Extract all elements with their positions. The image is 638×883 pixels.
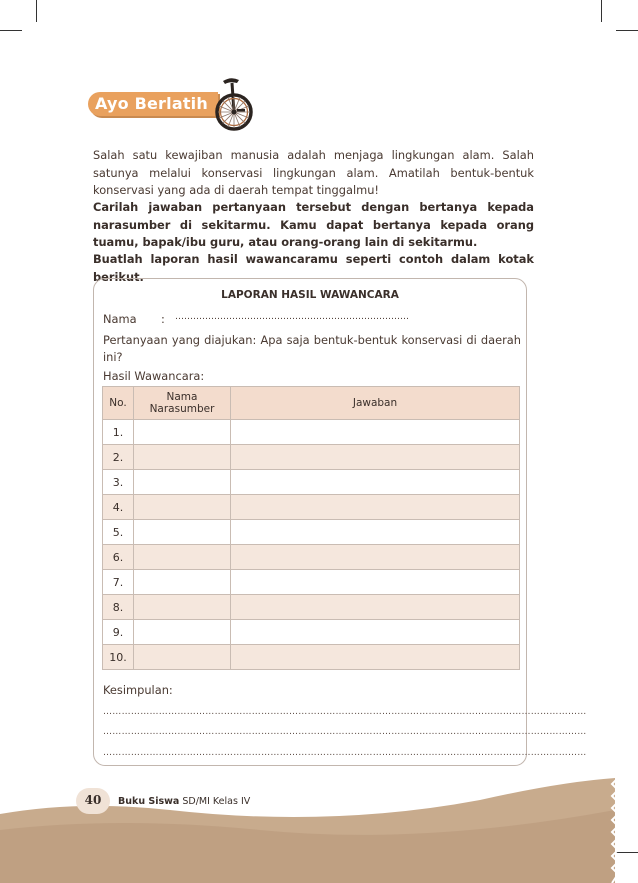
book-title-bold: Buku Siswa bbox=[118, 796, 180, 807]
narasumber-cell[interactable] bbox=[134, 420, 231, 445]
table-row bbox=[103, 645, 520, 670]
table-row bbox=[103, 545, 520, 570]
narasumber-cell[interactable] bbox=[134, 520, 231, 545]
row-number: 5. bbox=[103, 520, 134, 545]
instruction-paragraph: Carilah jawaban pertanyaan tersebut dengan bertanya kepada narasumber di sekitarmu. Kamu dapat bertanya kepada orang tuamu, bapak/ibu guru, atau orang-orang lain di sekitarmu. bbox=[93, 200, 534, 249]
row-number: 3. bbox=[103, 470, 134, 495]
conclusion-line[interactable]: ………………………………………………………………………………………………………………………………………… bbox=[103, 727, 587, 737]
jawaban-cell[interactable] bbox=[231, 570, 520, 595]
page-number: 40 bbox=[84, 793, 102, 807]
table-row bbox=[103, 570, 520, 595]
narasumber-cell[interactable] bbox=[134, 445, 231, 470]
jawaban-cell[interactable] bbox=[231, 495, 520, 520]
row-number: 4. bbox=[103, 495, 134, 520]
interview-table bbox=[102, 386, 520, 670]
table-row bbox=[103, 620, 520, 645]
footer-wave bbox=[0, 770, 638, 883]
table-row bbox=[103, 520, 520, 545]
table-row bbox=[103, 495, 520, 520]
narasumber-cell[interactable] bbox=[134, 595, 231, 620]
row-number: 6. bbox=[103, 545, 134, 570]
table-row bbox=[103, 470, 520, 495]
book-title bbox=[118, 796, 250, 807]
crop-mark bbox=[36, 0, 37, 22]
table-row bbox=[103, 445, 520, 470]
narasumber-cell[interactable] bbox=[134, 545, 231, 570]
jawaban-cell[interactable] bbox=[231, 620, 520, 645]
row-number: 1. bbox=[103, 420, 134, 445]
jawaban-cell[interactable] bbox=[231, 520, 520, 545]
header-narasumber: Nama Narasumber bbox=[134, 387, 231, 420]
narasumber-cell[interactable] bbox=[134, 495, 231, 520]
jawaban-cell[interactable] bbox=[231, 645, 520, 670]
header-jawaban: Jawaban bbox=[231, 387, 520, 420]
book-title-rest: SD/MI Kelas IV bbox=[179, 796, 251, 807]
row-number: 10. bbox=[103, 645, 134, 670]
row-number: 8. bbox=[103, 595, 134, 620]
intro-paragraph: Salah satu kewajiban manusia adalah menjaga lingkungan alam. Salah satunya melalui konservasi lingkungan alam. Amatilah bentuk-bentuk konservasi yang ada di daerah tempat tinggalmu! bbox=[93, 148, 534, 197]
conclusion-line[interactable]: ………………………………………………………………………………………………………………………………………… bbox=[103, 707, 587, 717]
narasumber-cell[interactable] bbox=[134, 570, 231, 595]
report-title: LAPORAN HASIL WAWANCARA bbox=[221, 289, 399, 301]
jawaban-cell[interactable] bbox=[231, 470, 520, 495]
table-row bbox=[103, 595, 520, 620]
result-label: Hasil Wawancara: bbox=[103, 369, 205, 383]
jawaban-cell[interactable] bbox=[231, 595, 520, 620]
conclusion-line[interactable]: ………………………………………………………………………………………………………………………………………… bbox=[103, 748, 587, 758]
row-number: 7. bbox=[103, 570, 134, 595]
question-text: Pertanyaan yang diajukan: Apa saja bentuk-bentuk konservasi di daerah ini? bbox=[103, 333, 521, 364]
jawaban-cell[interactable] bbox=[231, 445, 520, 470]
name-field[interactable]: …………………………………………………………………… bbox=[175, 312, 409, 322]
unicycle-icon bbox=[209, 72, 261, 134]
row-number: 9. bbox=[103, 620, 134, 645]
table-row bbox=[103, 420, 520, 445]
row-number: 2. bbox=[103, 445, 134, 470]
header-no: No. bbox=[103, 387, 134, 420]
section-title: Ayo Berlatih bbox=[95, 94, 208, 113]
task-paragraph: Buatlah laporan hasil wawancaramu seperti contoh dalam kotak berikut. bbox=[93, 252, 534, 284]
conclusion-label: Kesimpulan: bbox=[103, 683, 173, 697]
crop-mark bbox=[616, 30, 638, 31]
crop-mark bbox=[0, 30, 22, 31]
name-colon: : bbox=[161, 312, 165, 326]
narasumber-cell[interactable] bbox=[134, 620, 231, 645]
name-label: Nama bbox=[103, 312, 137, 326]
jawaban-cell[interactable] bbox=[231, 420, 520, 445]
narasumber-cell[interactable] bbox=[134, 470, 231, 495]
jawaban-cell[interactable] bbox=[231, 545, 520, 570]
narasumber-cell[interactable] bbox=[134, 645, 231, 670]
crop-mark bbox=[601, 0, 602, 22]
